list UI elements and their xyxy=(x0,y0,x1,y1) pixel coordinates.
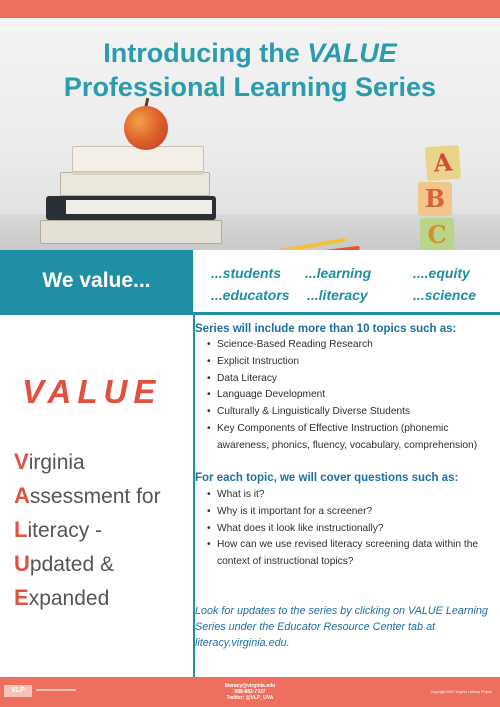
acronym-line: Literacy - xyxy=(14,517,103,542)
value-word: ....equity xyxy=(413,265,470,281)
value-word: ...educators xyxy=(211,287,290,303)
title-line-2: Professional Learning Series xyxy=(63,72,437,102)
list-item: • What does it look like instructionally? xyxy=(207,521,499,538)
title-emphasis: VALUE xyxy=(307,38,397,68)
contact-email[interactable]: literacy@virginia.edu xyxy=(224,683,276,689)
contact-phone: 888-882-7337 xyxy=(234,689,266,695)
value-word: ...literacy xyxy=(307,287,368,303)
title-prefix: Introducing the xyxy=(103,38,308,68)
list-item: • Explicit Instruction xyxy=(207,354,499,371)
list-item: • Science-Based Reading Research xyxy=(207,337,499,354)
we-value-label: We value... xyxy=(42,269,151,292)
top-bar xyxy=(0,0,500,18)
we-value-words xyxy=(193,250,500,312)
book-icon xyxy=(40,220,222,244)
contact-info xyxy=(180,683,320,701)
updates-note: Look for updates to the series by clicking on VALUE Learning Series under the Educator Resource Center tab at literacy.virginia.edu. xyxy=(195,605,488,649)
acronym-line: Updated & xyxy=(14,551,114,576)
list-item: • What is it? xyxy=(207,487,499,504)
logo-tagline-mark xyxy=(36,689,76,691)
page-title xyxy=(0,36,500,104)
letter-block-icon: B xyxy=(418,182,452,216)
list-item: • Key Components of Effective Instruction (phonemic awareness, phonics, fluency, vocabulary, comprehension) xyxy=(207,421,499,455)
list-item: • Language Development xyxy=(207,387,499,404)
questions-list xyxy=(207,487,499,571)
contact-twitter[interactable]: Twitter: @VLP_UVA xyxy=(226,695,274,701)
list-item: • Why is it important for a screener? xyxy=(207,504,499,521)
list-item: • How can we use revised literacy screening data within the context of instructional topics? xyxy=(207,537,499,571)
topics-list xyxy=(207,337,499,455)
acronym-line: Virginia xyxy=(14,449,85,474)
letter-block-icon: A xyxy=(425,145,461,181)
acronym-column xyxy=(0,315,193,677)
value-word: ...students xyxy=(211,265,282,281)
book-icon xyxy=(60,172,210,196)
book-icon xyxy=(46,196,216,220)
hero-image xyxy=(0,18,500,250)
letter-block-icon: C xyxy=(420,218,454,250)
copyright: Copyright 2022 Virginia Literacy Project xyxy=(430,690,492,694)
vlp-logo-text: VLP xyxy=(11,687,25,694)
we-value-label-box xyxy=(0,250,193,312)
details-column xyxy=(195,315,500,677)
value-word: ...learning xyxy=(305,265,372,281)
book-icon xyxy=(72,146,204,172)
value-word: ...science xyxy=(413,287,477,303)
footer xyxy=(0,677,500,707)
questions-heading: For each topic, we will cover questions such as: xyxy=(195,472,459,484)
list-item: • Data Literacy xyxy=(207,371,499,388)
we-value-band xyxy=(0,250,500,312)
acronym-line: Expanded xyxy=(14,585,110,610)
acronym-word: VALUE xyxy=(22,373,162,410)
apple-icon xyxy=(124,106,168,150)
list-item: • Culturally & Linguistically Diverse Students xyxy=(207,404,499,421)
topics-heading: Series will include more than 10 topics such as: xyxy=(195,323,457,335)
acronym-line: Assessment for xyxy=(14,483,161,508)
